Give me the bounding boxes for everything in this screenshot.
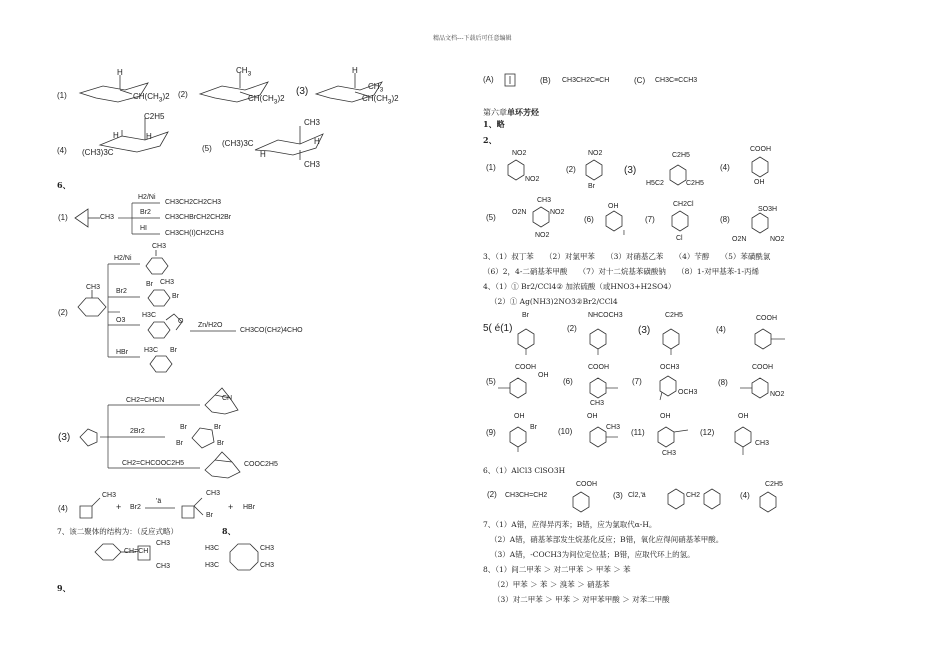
oh-label: OH [660, 413, 671, 420]
methyl-label: CH3 [304, 160, 321, 169]
s2-label: (6) [584, 215, 594, 224]
nitro-label: NO2 [550, 209, 565, 216]
nitro-label: NO2 [535, 232, 550, 239]
s6-label: (2) [487, 490, 497, 499]
s2-label: (3) [624, 165, 637, 176]
methyl-label: CH3 [260, 562, 275, 569]
reagent: H2/Ni [114, 255, 132, 262]
nitro-label: O2N [732, 236, 747, 243]
tbutyl-label: (CH3)3C [82, 148, 114, 157]
s2-label: (7) [645, 215, 655, 224]
br-label: Br [176, 440, 183, 447]
s2-label: (2) [566, 165, 576, 174]
answer-b: (B) [540, 76, 551, 85]
cyclooctatetraene-structure [230, 544, 258, 570]
question-8: 8、 [222, 526, 236, 536]
reagent: 2Br2 [130, 428, 145, 435]
s2-label: (8) [720, 215, 730, 224]
nitro-label: NO2 [588, 150, 603, 157]
oh-label: OH [587, 413, 598, 420]
nitro-label: NO2 [770, 391, 785, 398]
methyl-label: H3C [205, 562, 220, 569]
substituent: $CH(CH_3)2$ [248, 94, 285, 106]
question-6: 6、 [57, 180, 71, 190]
answer-c-text: CH3C≡CCH3 [655, 77, 698, 84]
reaction-6-4 [80, 498, 203, 518]
product: CH3CH2CH2CH3 [165, 199, 222, 206]
h-label: H [117, 68, 123, 77]
cooh-label: COOH [752, 364, 773, 371]
s5-label: 5( é(1) [483, 323, 513, 334]
cooh-label: COOH [756, 315, 777, 322]
section-4-line-2: （2）① Ag(NH3)2NO3②Br2/CCl4 [490, 297, 618, 306]
s5-label: (4) [716, 325, 726, 334]
label-3: (3) [296, 86, 309, 97]
section-7-line-2: （2）A错，硝基苯部发生烷基化反应；B错，氧化应得间硝基苯甲酸。 [490, 535, 724, 544]
methyl-label: CH3 [206, 490, 221, 497]
nitro-label: NO2 [512, 150, 527, 157]
label-1: (1) [57, 91, 67, 100]
methyl-label: CH3 [102, 492, 117, 499]
final-product: CH3CO(CH2)4CHO [240, 327, 303, 334]
methyl-label: CH3 [755, 440, 770, 447]
condition: Cl2,'ä [628, 492, 646, 499]
reaction-6-1 [75, 203, 160, 234]
cooh-label: COOH [576, 481, 597, 488]
plus-sign: + [116, 502, 122, 512]
h-label: H [314, 137, 320, 146]
answer-a: (A) [483, 75, 494, 84]
methyl-label: CH3 [537, 197, 552, 204]
h-label: H [113, 131, 119, 140]
reaction-label: (3) [58, 432, 71, 443]
cooh-label: COOH [515, 364, 536, 371]
s5-label: (9) [486, 428, 496, 437]
methyl-label: CH3 [86, 284, 101, 291]
methoxy-label: OCH3 [660, 364, 680, 371]
cooh-label: COOH [588, 364, 609, 371]
section-8-line-1: 8、（1）间二甲苯 ＞ 对二甲苯 ＞ 甲苯 ＞ 苯 [483, 565, 631, 574]
label-2: (2) [178, 90, 188, 99]
oh-label: OH [754, 179, 765, 186]
iodo-label: I [623, 230, 625, 237]
methyl-label: H3C [205, 545, 220, 552]
answer-b-text: CH3CH2C≡CH [562, 77, 610, 84]
ester-label: COOC2H5 [244, 461, 278, 468]
br-label: Br [146, 281, 153, 288]
s5-label: (12) [700, 428, 715, 437]
reagent: Br2 [130, 504, 141, 511]
ethyl-label: C2H5 [765, 481, 783, 488]
methyl-label: CH3 [160, 279, 175, 286]
s5-label: (5) [486, 377, 496, 386]
section-1: 1、略 [483, 119, 505, 129]
methyl-label: CH3 [156, 540, 171, 547]
reagent: H2/Ni [138, 194, 156, 201]
chapter-title: 第六章单环芳烃 [483, 107, 539, 117]
nitro-label: O2N [512, 209, 527, 216]
h-label: H [260, 150, 266, 159]
nitro-label: NO2 [770, 236, 785, 243]
br-label: Br [530, 424, 537, 431]
methyl-label: CH3 [100, 214, 115, 221]
reagent: Zn/H2O [198, 322, 223, 329]
methyl-label: $CH_3$ [236, 66, 252, 78]
reaction-label: (1) [58, 213, 68, 222]
methyl-label: H3C [144, 347, 159, 354]
s5-label: (11) [631, 428, 645, 437]
ethyl-label: H5C2 [646, 180, 664, 187]
reagent: CH2=CHCN [126, 397, 165, 404]
s2-label: (5) [486, 213, 496, 222]
oxygen-label: O [178, 318, 184, 325]
br-label: Br [180, 424, 187, 431]
methyl-label: CH3 [156, 563, 171, 570]
s5-label: (7) [632, 377, 642, 386]
label-5: (5) [202, 144, 212, 153]
plus-sign: + [228, 502, 234, 512]
br-label: Br [217, 440, 224, 447]
section-2: 2、 [483, 135, 497, 145]
propene-label: CH3CH=CH2 [505, 492, 548, 499]
methyl-label: CH3 [260, 545, 275, 552]
cl-label: Cl [676, 235, 683, 242]
oh-label: OH [738, 413, 749, 420]
br-label: Br [214, 424, 221, 431]
br-label: Br [172, 293, 179, 300]
amide-label: NHCOCH3 [588, 312, 623, 319]
s5-label: (10) [558, 427, 573, 436]
ethyl-label: C2H5 [665, 312, 683, 319]
nitro-label: NO2 [525, 176, 540, 183]
oh-label: OH [514, 413, 525, 420]
reagent: CH2=CHCOOC2H5 [122, 460, 185, 467]
substituent: $CH(CH_3)2$ [133, 92, 170, 104]
reagent: HBr [116, 349, 129, 356]
s5-label: (3) [638, 325, 651, 336]
condition: 'ä [156, 498, 162, 505]
product: HBr [243, 504, 256, 511]
section-3-line-1: 3、（1）叔丁苯 （2）对氯甲苯 （3）对硝基乙苯 （4）苄醇 （5）苯磺酰氯 [483, 252, 771, 261]
br-label: Br [522, 312, 529, 319]
reagent: HI [140, 225, 147, 232]
page-header: 精品文档---下载后可任意编辑 [433, 35, 512, 42]
section-7-line-3: （3）A错，-COCH3为间位定位基；B错，应取代环上的氢。 [490, 550, 695, 559]
product: CH3CH(I)CH2CH3 [165, 230, 224, 237]
s5-label: (2) [567, 324, 577, 333]
reagent: O3 [116, 317, 126, 324]
reagent: Br2 [116, 288, 127, 295]
cn-label: CN [222, 395, 233, 402]
h-label: H [146, 132, 152, 141]
section-7-line-1: 7、（1）A错，应得异丙苯；B错，应为氯取代α-H。 [483, 520, 657, 529]
s2-label: (4) [720, 163, 730, 172]
cooh-label: COOH [750, 146, 771, 153]
ch2-label: CH2 [686, 492, 701, 499]
methyl-label: $CH_3$ [368, 82, 384, 94]
substituent: $CH(CH_3)2$ [362, 94, 399, 106]
s5-label: (6) [563, 377, 573, 386]
methyl-label: CH3 [152, 243, 167, 250]
oh-label: OH [538, 372, 549, 379]
reaction-label: (2) [58, 308, 68, 317]
section-8-line-2: （2）甲苯 ＞ 苯 ＞ 溴苯 ＞ 硝基苯 [493, 580, 610, 589]
ethyl-label: C2H5 [686, 180, 704, 187]
methoxy-label: OCH3 [678, 389, 698, 396]
section-8-line-3: （3）对二甲苯 ＞ 甲苯 ＞ 对甲苯甲酸 ＞ 对苯二甲酸 [493, 595, 670, 604]
question-7: 7、该二聚体的结构为：（反应式略） [57, 527, 179, 536]
ethyl-label: C2H5 [144, 112, 165, 121]
question-9: 9、 [57, 583, 71, 593]
answer-c: (C) [634, 76, 646, 85]
section-6-line-1: 6、（1）AlCl3 ClSO3H [483, 466, 566, 475]
s6-label: (3) [613, 491, 623, 500]
s6-label: (4) [740, 491, 750, 500]
reagent: Br2 [140, 209, 151, 216]
methyl-label: H3C [142, 312, 157, 319]
ch2cl-label: CH2Cl [673, 201, 694, 208]
s2-label: (1) [486, 163, 496, 172]
section-3-line-2: （6）2，4-二硝基苯甲酸 （7）对十二烷基苯磺酸钠 （8）1-对甲基苯-1-丙烯 [483, 267, 760, 276]
methyl-label: CH3 [304, 118, 321, 127]
br-label: Br [588, 183, 595, 190]
so3h-label: SO3H [758, 206, 778, 213]
ethyl-label: C2H5 [672, 152, 690, 159]
label-4: (4) [57, 146, 67, 155]
br-label: Br [206, 512, 213, 519]
section-4-line-1: 4、（1）① Br2/CCl4② 加浓硫酸（或HNO3+H2SO4） [483, 282, 676, 291]
chair-structure-4 [100, 118, 168, 152]
oh-label: OH [608, 203, 619, 210]
methyl-label: CH3 [590, 400, 605, 407]
br-label: Br [170, 347, 177, 354]
h-label: H [352, 66, 358, 75]
vinyl-label: CH=CH [124, 548, 149, 555]
methyl-label: CH3 [606, 424, 621, 431]
methyl-label: CH3 [662, 450, 677, 457]
s5-label: (8) [718, 378, 728, 387]
product: CH3CHBrCH2CH2Br [165, 214, 232, 221]
reaction-label: (4) [58, 504, 68, 513]
tbutyl-label: (CH3)3C [222, 139, 254, 148]
